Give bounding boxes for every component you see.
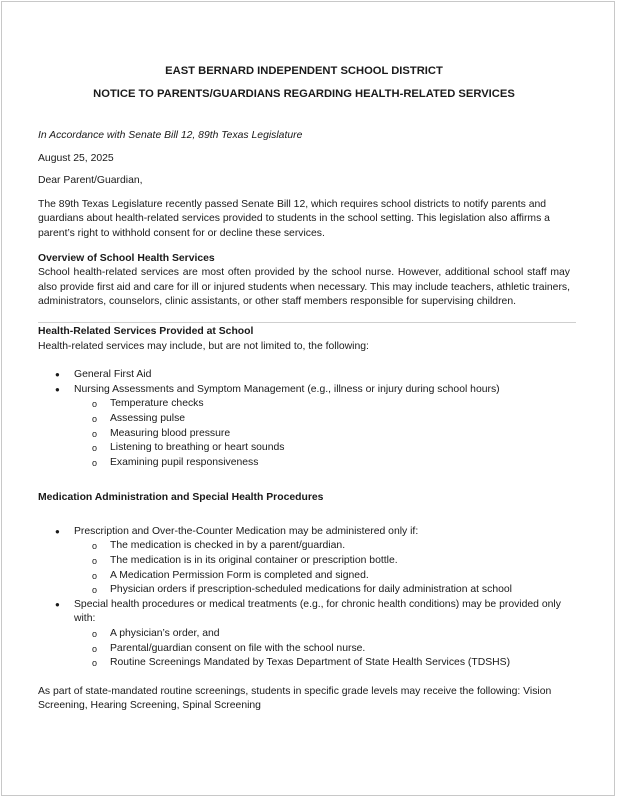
medication-list xyxy=(38,525,570,671)
section-divider xyxy=(38,322,576,323)
sublist-item: o Listening to breathing or heart sounds xyxy=(74,441,570,456)
letter-date: August 25, 2025 xyxy=(38,152,114,164)
overview-heading: Overview of School Health Services xyxy=(38,252,215,264)
list-item xyxy=(38,598,570,671)
services-list xyxy=(38,368,570,470)
sublist-item: o Temperature checks xyxy=(74,397,570,412)
closing-paragraph: As part of state-mandated routine screenings, students in specific grade levels may receive the following: Vision Screening, Hearing Screening, Spinal Screening xyxy=(38,685,552,712)
sublist-item: o The medication is checked in by a parent/guardian. xyxy=(74,539,570,554)
notice-title: NOTICE TO PARENTS/GUARDIANS REGARDING HEALTH-RELATED SERVICES xyxy=(93,88,515,100)
services-lead: Health-related services may include, but are not limited to, the following: xyxy=(38,340,369,352)
medication-heading: Medication Administration and Special Health Procedures xyxy=(38,492,324,504)
list-item-label: Nursing Assessments and Symptom Management (e.g., illness or injury during school hours) xyxy=(74,383,500,395)
list-item xyxy=(38,368,570,383)
sublist-item: o Measuring blood pressure xyxy=(74,427,570,442)
procedures-sublist xyxy=(74,627,570,671)
sublist-item: o Parental/guardian consent on file with the school nurse. xyxy=(74,642,570,657)
sublist-item: o Routine Screenings Mandated by Texas Department of State Health Services (TDSHS) xyxy=(74,656,570,671)
sublist-item: o Physician orders if prescription-scheduled medications for daily administration at school xyxy=(74,583,570,598)
greeting: Dear Parent/Guardian, xyxy=(38,175,143,187)
list-item-label: General First Aid xyxy=(74,369,152,381)
sublist-item: o A Medication Permission Form is completed and signed. xyxy=(74,569,570,584)
list-item-label: Prescription and Over-the-Counter Medication may be administered only if: xyxy=(74,525,419,537)
sublist-item: o Examining pupil responsiveness xyxy=(74,456,570,471)
document-page xyxy=(1,1,615,796)
sublist-item: o A physician’s order, and xyxy=(74,627,570,642)
overview-paragraph: School health-related services are most often provided by the school nurse. However, additional school staff may also provide first aid and care for ill or injured students when necessary. This may include teachers, athletic trainers, administrators, counselors, clinic assistants, or other staff members responsible for supervising children. xyxy=(38,267,570,308)
list-item xyxy=(38,383,570,471)
assessment-sublist xyxy=(74,397,570,470)
services-heading: Health-Related Services Provided at School xyxy=(38,325,254,337)
list-item xyxy=(38,525,570,598)
sublist-item: o Assessing pulse xyxy=(74,412,570,427)
district-title: EAST BERNARD INDEPENDENT SCHOOL DISTRICT xyxy=(165,65,443,77)
list-item-label: Special health procedures or medical treatments (e.g., for chronic health conditions) may be provided only with: xyxy=(74,598,561,625)
intro-paragraph: The 89th Texas Legislature recently passed Senate Bill 12, which requires school districts to notify parents and guardians about health-related services provided to students in the school setting. This legislation also affirms a parent’s right to withhold consent for or decline these services. xyxy=(38,198,550,239)
medication-sublist xyxy=(74,539,570,597)
legislation-subtitle: In Accordance with Senate Bill 12, 89th Texas Legislature xyxy=(38,130,303,141)
document-body xyxy=(38,64,570,714)
sublist-item: o The medication is in its original container or prescription bottle. xyxy=(74,554,570,569)
